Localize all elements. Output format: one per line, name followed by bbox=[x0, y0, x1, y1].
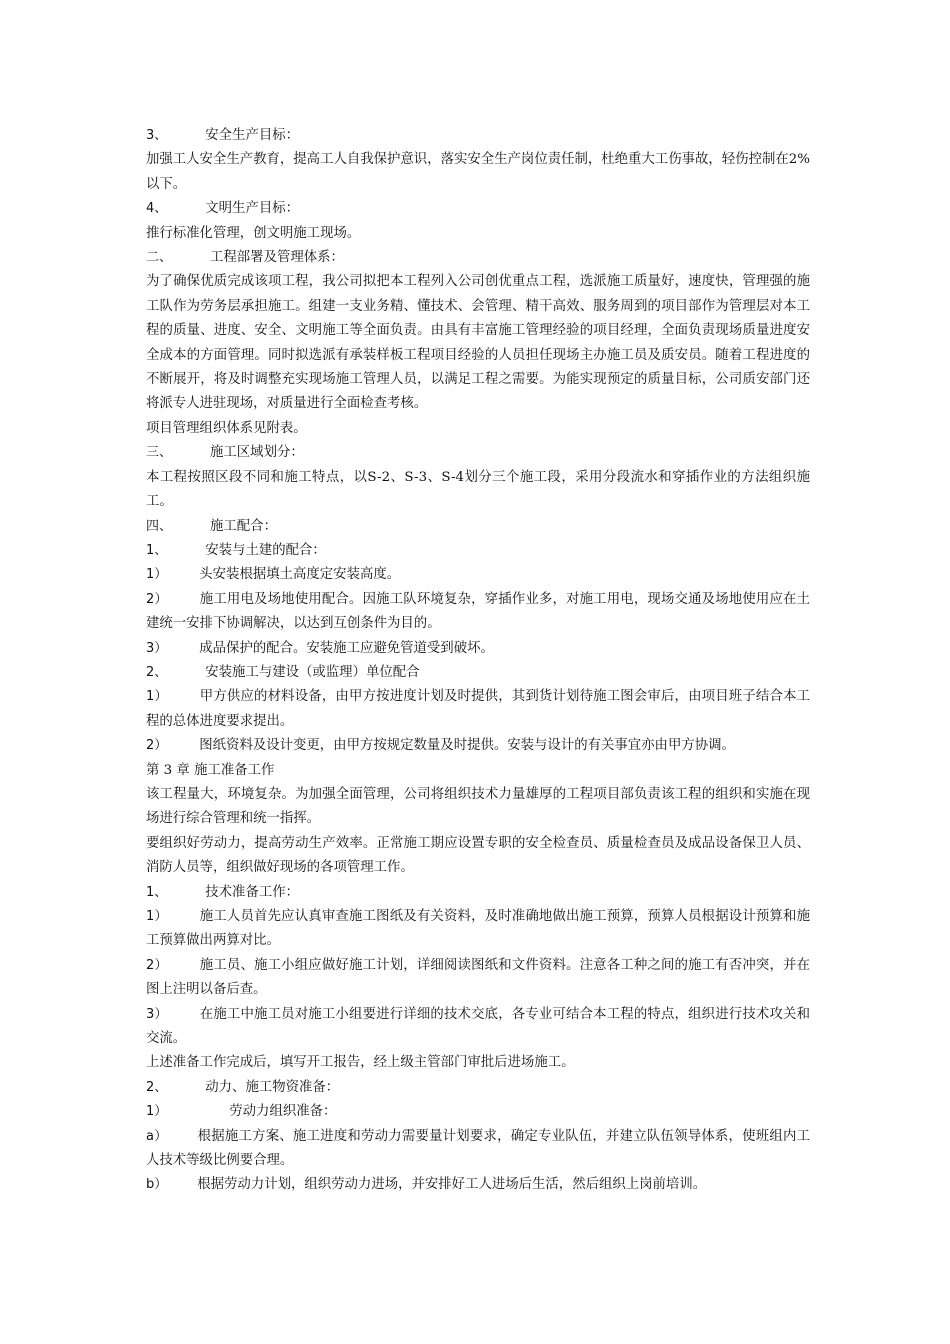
paragraph-number: 3） bbox=[146, 1006, 168, 1022]
paragraph-text: 头安装根据填土高度定安装高度。 bbox=[199, 567, 401, 583]
paragraph-text: 安全生产目标： bbox=[205, 128, 300, 143]
paragraph-number: 2） bbox=[146, 738, 168, 754]
paragraph-text: 根据劳动力计划，组织劳动力进场，并安排好工人进场后生活，然后组织上岗前培训。 bbox=[197, 1177, 707, 1193]
paragraph-number: 4、 bbox=[146, 201, 168, 217]
paragraph-number: 四、 bbox=[146, 518, 173, 534]
paragraph-number: 2） bbox=[146, 591, 168, 607]
paragraph-text: 技术准备工作： bbox=[205, 884, 300, 900]
paragraph bbox=[146, 148, 810, 197]
paragraph bbox=[146, 197, 810, 221]
paragraph bbox=[146, 466, 810, 515]
paragraph-text: 文明生产目标： bbox=[205, 201, 300, 217]
paragraph bbox=[146, 246, 810, 270]
paragraph bbox=[146, 637, 810, 661]
paragraph bbox=[146, 954, 810, 1003]
paragraph bbox=[146, 270, 810, 416]
paragraph-text: 安装与土建的配合： bbox=[205, 542, 326, 558]
paragraph-text: 为了确保优质完成该项工程，我公司拟把本工程列入公司创优重点工程，选派施工质量好，速度快，管理强的施工队作为劳务层承担施工。组建一支业务精、懂技术、会管理、精干高效、服务周到的项目部作为管理层对本工程的质量、进度、安全、文明施工等全面负责。由具有丰富施工管理经验的项目经理，全面负责现场质量进度安全成本的方面管理。同时拟选派有承装样板工程项目经验的人员担任现场主办施工员及质安员。随着工程进度的不断展开，将及时调整充实现场施工管理人员，以满足工程之需要。为能实现预定的质量目标，公司质安部门还将派专人进驻现场，对质量进行全面检查考核。 bbox=[146, 274, 810, 412]
paragraph bbox=[146, 905, 810, 954]
paragraph-number: a） bbox=[146, 1128, 168, 1144]
paragraph-text: 加强工人安全生产教育，提高工人自我保护意识，落实安全生产岗位责任制，杜绝重大工伤事故，轻伤控制在2%以下。 bbox=[146, 152, 810, 192]
paragraph-text: 该工程量大，环境复杂。为加强全面管理，公司将组织技术力量雄厚的工程项目部负责该工程的组织和实施在现场进行综合管理和统一指挥。 bbox=[146, 786, 810, 827]
paragraph-number: 1） bbox=[146, 1104, 168, 1120]
paragraph-number: 2） bbox=[146, 957, 168, 973]
paragraph bbox=[146, 1076, 810, 1100]
paragraph bbox=[146, 734, 810, 758]
paragraph-text: 施工用电及场地使用配合。因施工队环境复杂，穿插作业多，对施工用电，现场交通及场地使用应在土建统一安排下协调解决，以达到互创条件为目的。 bbox=[146, 591, 810, 632]
paragraph-text: 动力、施工物资准备： bbox=[205, 1079, 340, 1095]
paragraph-number: 1） bbox=[146, 689, 168, 705]
paragraph bbox=[146, 539, 810, 563]
paragraph-text: 施工区域划分： bbox=[210, 445, 304, 461]
paragraph-number: 3） bbox=[146, 640, 168, 656]
paragraph bbox=[146, 1051, 810, 1075]
paragraph bbox=[146, 661, 810, 685]
paragraph-text: 本工程按照区段不同和施工特点，以S-2、S-3、S-4划分三个施工段，采用分段流水和穿插作业的方法组织施工。 bbox=[146, 469, 810, 510]
paragraph bbox=[146, 1125, 810, 1174]
paragraph-text: 施工人员首先应认真审查施工图纸及有关资料，及时准确地做出施工预算，预算人员根据设计预算和施工预算做出两算对比。 bbox=[146, 909, 810, 949]
paragraph bbox=[146, 783, 810, 832]
paragraph bbox=[146, 1173, 810, 1197]
paragraph bbox=[146, 124, 810, 148]
paragraph bbox=[146, 417, 810, 441]
paragraph bbox=[146, 881, 810, 905]
paragraph-text: 劳动力组织准备： bbox=[229, 1104, 337, 1120]
paragraph bbox=[146, 441, 810, 465]
paragraph-number: 3、 bbox=[146, 128, 168, 143]
paragraph bbox=[146, 222, 810, 246]
paragraph-text: 在施工中施工员对施工小组要进行详细的技术交底，各专业可结合本工程的特点，组织进行技术攻关和交流。 bbox=[146, 1006, 810, 1047]
paragraph-number: b） bbox=[146, 1177, 168, 1193]
paragraph-text: 工程部署及管理体系： bbox=[210, 250, 344, 266]
paragraph bbox=[146, 685, 810, 734]
paragraph-text: 成品保护的配合。安装施工应避免管道受到破坏。 bbox=[199, 640, 494, 656]
paragraph-number: 1、 bbox=[146, 542, 168, 558]
paragraph bbox=[146, 832, 810, 881]
paragraph bbox=[146, 588, 810, 637]
paragraph-number: 2、 bbox=[146, 1079, 168, 1095]
paragraph bbox=[146, 563, 810, 587]
paragraph-number: 1） bbox=[146, 567, 168, 583]
paragraph-text: 施工员、施工小组应做好施工计划，详细阅读图纸和文件资料。注意各工种之间的施工有否冲突，并在图上注明以备后查。 bbox=[146, 957, 810, 998]
paragraph bbox=[146, 759, 810, 783]
paragraph-text: 要组织好劳动力，提高劳动生产效率。正常施工期应设置专职的安全检查员、质量检查员及成品设备保卫人员、消防人员等，组织做好现场的各项管理工作。 bbox=[146, 835, 810, 876]
paragraph-number: 二、 bbox=[146, 250, 173, 266]
paragraph bbox=[146, 1003, 810, 1052]
paragraph-text: 上述准备工作完成后，填写开工报告，经上级主管部门审批后进场施工。 bbox=[146, 1055, 575, 1071]
paragraph bbox=[146, 515, 810, 539]
paragraph-text: 施工配合： bbox=[210, 518, 277, 534]
paragraph-text: 第 3 章 施工准备工作 bbox=[146, 762, 275, 778]
paragraph-text: 项目管理组织体系见附表。 bbox=[146, 420, 307, 436]
paragraph-text: 安装施工与建设（或监理）单位配合 bbox=[205, 664, 420, 680]
paragraph-text: 图纸资料及设计变更，由甲方按规定数量及时提供。安装与设计的有关事宜亦由甲方协调。 bbox=[199, 738, 735, 754]
paragraph bbox=[146, 1100, 810, 1124]
paragraph-text: 根据施工方案、施工进度和劳动力需要量计划要求，确定专业队伍，并建立队伍领导体系，使班组内工人技术等级比例要合理。 bbox=[146, 1128, 811, 1169]
document-page bbox=[146, 124, 810, 1198]
paragraph-text: 推行标准化管理，创文明施工现场。 bbox=[146, 225, 361, 241]
paragraph-number: 2、 bbox=[146, 664, 168, 680]
paragraph-text: 甲方供应的材料设备，由甲方按进度计划及时提供，其到货计划待施工图会审后，由项目班子结合本工程的总体进度要求提出。 bbox=[146, 689, 810, 729]
paragraph-number: 1、 bbox=[146, 884, 168, 900]
paragraph-number: 1） bbox=[146, 909, 168, 924]
paragraph-number: 三、 bbox=[146, 445, 173, 461]
